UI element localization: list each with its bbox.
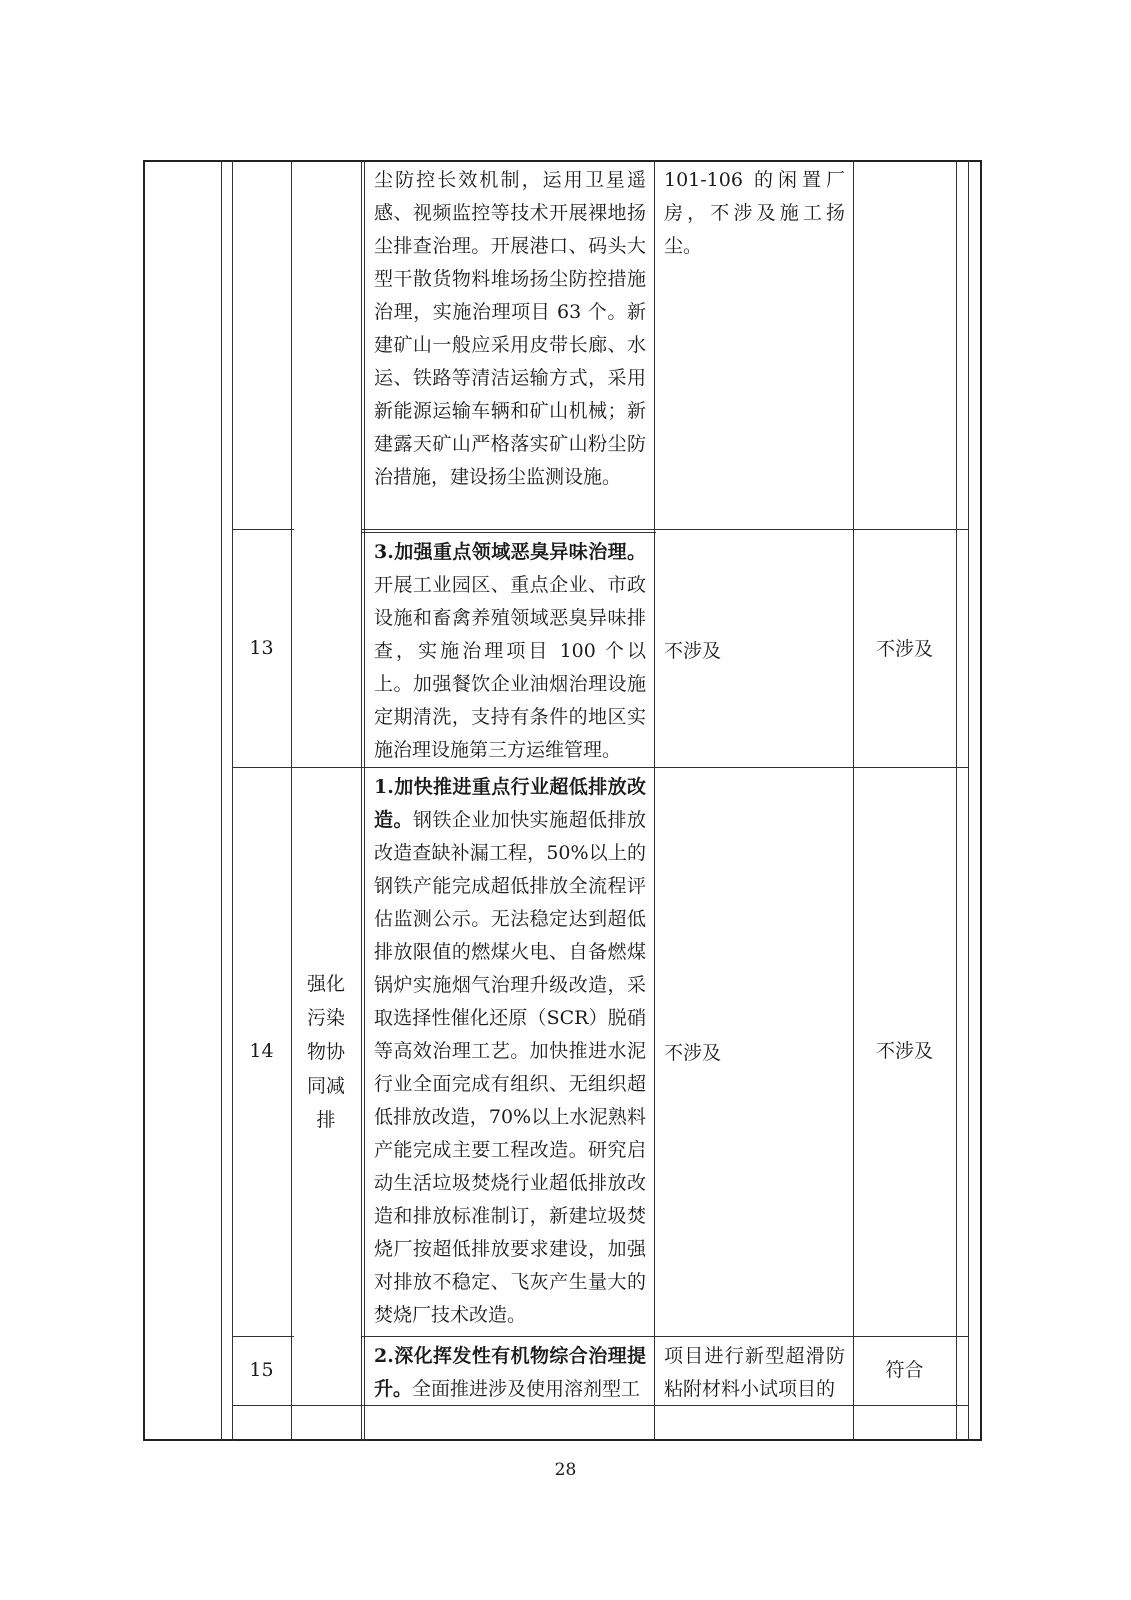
requirement-cell [364,160,654,529]
conclusion-cell [853,1336,956,1405]
requirement-body: 全面推进涉及使用溶剂型工 [412,1378,641,1400]
category-text: 强化污染物协同减排 [306,972,345,1131]
table-grid-line [232,1405,968,1406]
page-number: 28 [554,1460,577,1480]
row-number: 15 [249,1359,274,1381]
table-grid-line [361,160,362,1441]
project-text: 项目进行新型超滑防粘附材料小试项目的 [664,1345,845,1400]
table-grid-line [361,529,968,530]
project-cell [654,767,853,1336]
requirement-title: 2.深化挥发性有机物综合治理提升。 [374,1345,646,1400]
conclusion-cell [853,767,956,1336]
project-cell [654,160,853,529]
table-grid-line [956,160,957,1441]
requirement-title: 1.加快推进重点行业超低排放改造。 [374,776,646,831]
conclusion-text: 不涉及 [875,638,933,660]
requirement-cell [364,767,654,1336]
project-text: 不涉及 [664,1042,722,1064]
requirement-body: 开展工业园区、重点企业、市政设施和畜禽养殖领域恶臭异味排查，实施治理项目 100 个以上。加强餐饮企业油烟治理设施定期清洗，支持有条件的地区实施治理设施第三方运维管理。 [374,574,646,761]
project-text: 不涉及 [664,640,722,662]
requirement-body: 钢铁企业加快实施超低排放改造查缺补漏工程，50%以上的钢铁产能完成超低排放全流程评估监测公示。无法稳定达到超低排放限值的燃煤火电、自备燃煤锅炉实施烟气治理升级改造，采取选择性催化还原（SCR）脱硝等高效治理工艺。加快推进水泥行业全面完成有组织、无组织超低排放改造，70%以上水泥熟料产能完成主要工程改造。研究启动生活垃圾焚烧行业超低排放改造和排放标准制订，新建垃圾焚烧厂按超低排放要求建设，加强对排放不稳定、飞灰产生量大的焚烧厂技术改造。 [374,809,646,1326]
row-number: 14 [249,1040,274,1062]
project-cell [654,1336,853,1405]
row-number: 13 [249,636,274,659]
conclusion-text: 符合 [885,1359,924,1381]
conclusion-text: 不涉及 [875,1040,933,1062]
table-grid-line [968,160,969,1441]
requirement-cell [364,1336,654,1405]
row-number-cell [232,1336,291,1405]
requirement-cell [364,532,654,767]
table-grid-line [221,160,222,1441]
project-cell [654,532,853,767]
row-number-cell [232,767,291,1336]
requirement-text: 尘防控长效机制，运用卫星遥感、视频监控等技术开展裸地扬尘排查治理。开展港口、码头大型干散货物料堆场扬尘防控措施治理，实施治理项目 63 个。新建矿山一般应采用皮带长廊、水运、铁路等清洁运输方式，采用新能源运输车辆和矿山机械；新建露天矿山严格落实矿山粉尘防治措施，建设扬尘监测设施。 [374,169,646,488]
category-cell [291,767,361,1336]
requirement-title: 3.加强重点领域恶臭异味治理。 [374,541,646,563]
conclusion-cell [853,532,956,767]
row-number-cell [232,529,291,767]
project-text: 101-106 的闲置厂房，不涉及施工扬尘。 [664,169,845,257]
